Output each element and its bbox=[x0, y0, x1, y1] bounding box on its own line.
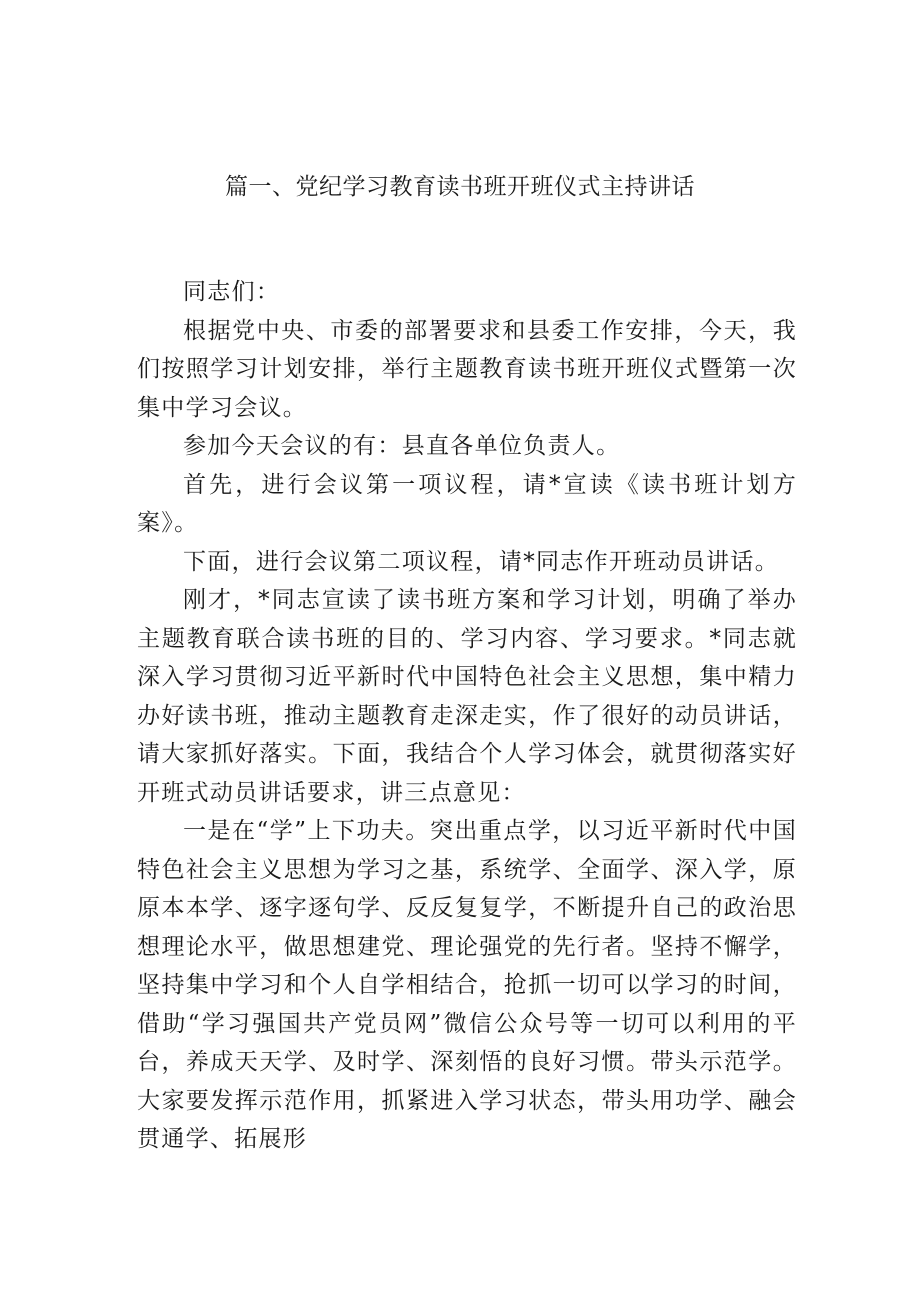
body-paragraph: 首先，进行会议第一项议程，请*宣读《读书班计划方案》。 bbox=[137, 471, 797, 536]
document-title: 篇一、党纪学习教育读书班开班仪式主持讲话 bbox=[225, 174, 695, 200]
body-paragraph: 刚才，*同志宣读了读书班方案和学习计划，明确了举办主题教育联合读书班的目的、学习内容、学习要求。*同志就深入学习贯彻习近平新时代中国特色社会主义思想，集中精力办好读书班，推动主题教育走深走实，作了很好的动员讲话，请大家抓好落实。下面，我结合个人学习体会，就贯彻落实好开班式动员讲话要求，讲三点意见： bbox=[137, 587, 797, 806]
body-paragraph: 下面，进行会议第二项议程，请*同志作开班动员讲话。 bbox=[183, 548, 779, 575]
salutation-paragraph: 同志们： bbox=[183, 279, 281, 305]
body-paragraph: 根据党中央、市委的部署要求和县委工作安排，今天，我们按照学习计划安排，举行主题教育读书班开班仪式暨第一次集中学习会议。 bbox=[137, 317, 797, 421]
body-paragraph: 参加今天会议的有：县直各单位负责人。 bbox=[183, 433, 621, 459]
document-body bbox=[137, 273, 797, 1159]
body-paragraph: 一是在“学”上下功夫。突出重点学，以习近平新时代中国特色社会主义思想为学习之基，系统学、全面学、深入学，原原本本学、逐字逐句学、反反复复学，不断提升自己的政治思想理论水平，做思想建党、理论强党的先行者。坚持不懈学，坚持集中学习和个人自学相结合，抢抓一切可以学习的时间，借助“学习强国共产党员网”微信公众号等一切可以利用的平台，养成天天学、及时学、深刻悟的良好习惯。带头示范学。大家要发挥示范作用，抓紧进入学习状态，带头用功学、融会贯通学、拓展形 bbox=[137, 818, 797, 1152]
